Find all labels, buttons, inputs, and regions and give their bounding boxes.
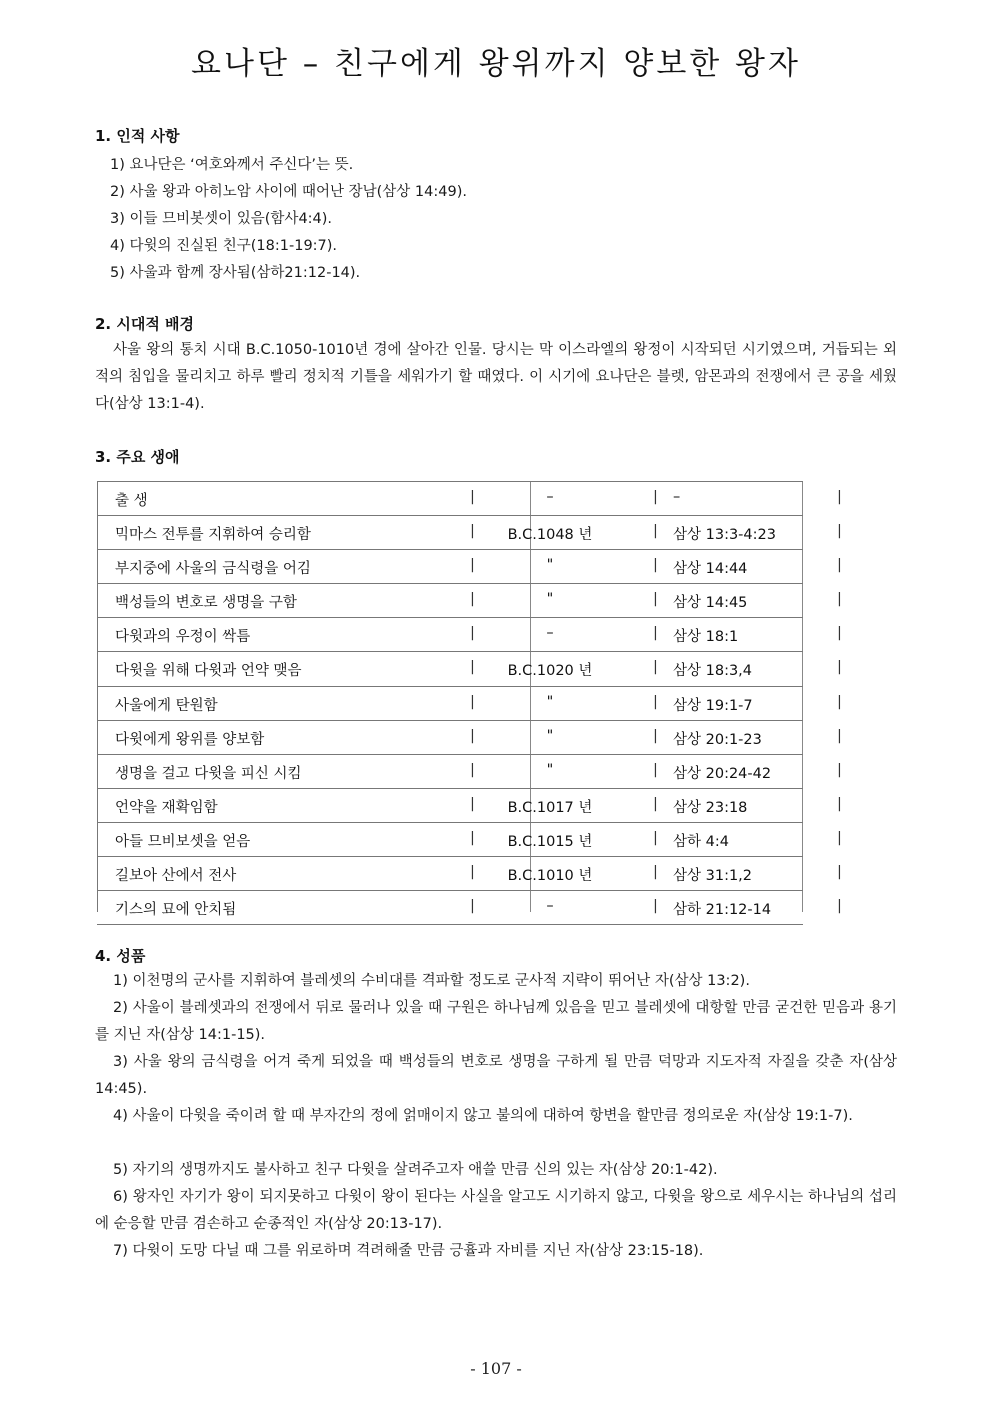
table-cell-event: 다윗을 위해 다윗과 언약 맺음 (115, 663, 302, 680)
table-cell-event: 기스의 묘에 안치됨 (115, 902, 237, 919)
section4-item: 1) 이천명의 군사를 지휘하여 블레셋의 수비대를 격파할 정도로 군사적 지략이 뛰어난 자(삼상 13:2). (113, 973, 750, 989)
section4-heading: 4. 성품 (95, 947, 146, 965)
table-separator: | (470, 829, 475, 846)
table-separator: | (470, 625, 475, 642)
table-separator: | (470, 591, 475, 608)
table-row (97, 617, 842, 651)
table-separator: | (837, 625, 842, 642)
table-separator: | (837, 659, 842, 676)
section4-item: 6) 왕자인 자기가 왕이 되지못하고 다윗이 왕이 된다는 사실을 알고도 시기하지 않고, 다윗을 왕으로 세우시는 하나님의 섭리에 순응할 만큼 겸손하고 순종적인 자(삼상 20:13-17). (95, 1189, 897, 1232)
table-separator: | (653, 693, 658, 710)
table-separator: | (470, 489, 475, 505)
table-cell-event: 부지중에 사울의 금식령을 어김 (115, 561, 311, 578)
table-separator: | (470, 557, 475, 574)
table-cell-year: " (546, 727, 554, 744)
table-cell-year: B.C.1048 년 (507, 527, 593, 544)
table-separator: | (653, 591, 658, 608)
page-title: 요나단 – 친구에게 왕위까지 양보한 왕자 (191, 46, 801, 82)
table-cell-year: " (546, 591, 554, 608)
table-separator: | (653, 489, 658, 505)
table-separator: | (653, 557, 658, 574)
section1-item: 4) 다윗의 진실된 친구(18:1-19:7). (110, 238, 338, 254)
table-cell-reference: 삼하 4:4 (673, 833, 729, 850)
section4-item: 2) 사울이 블레셋과의 전쟁에서 뒤로 물러나 있을 때 구원은 하나님께 있음을 믿고 블레셋에 대항할 만큼 굳건한 믿음과 용기를 지닌 자(삼상 14:1-15). (95, 1000, 897, 1043)
table-cell-reference: 삼상 18:3,4 (673, 663, 753, 680)
table-separator: | (653, 864, 658, 881)
table-separator: | (653, 523, 658, 540)
table-cell-reference: 삼상 20:24-42 (673, 765, 772, 782)
table-row (97, 890, 842, 925)
table-row (97, 822, 842, 856)
table-cell-reference: 삼상 23:18 (673, 799, 748, 816)
table-separator: | (837, 693, 842, 710)
section2-paragraph (95, 337, 897, 418)
table-cell-event: 생명을 걸고 다윗을 피신 시킴 (115, 765, 302, 782)
table-cell-reference: 삼상 14:45 (673, 595, 748, 612)
table-separator: | (653, 727, 658, 744)
table-separator: | (653, 625, 658, 642)
table-separator: | (837, 795, 842, 812)
table-separator: | (837, 591, 842, 608)
section3-heading: 3. 주요 생애 (95, 448, 180, 466)
table-cell-year: " (546, 761, 554, 778)
section2-text: 사울 왕의 통치 시대 B.C.1050-1010년 경에 살아간 인물. 당시는 막 이스라엘의 왕정이 시작되던 시기였으며, 거듭되는 외적의 침입을 물리치고 하루 빨리 정치적 기틀을 세워가기 할 때였다. 이 시기에 요나단은 블렛, 암몬과의 전쟁에서 큰 공을 세웠다(삼상 13:1-4). (95, 342, 897, 412)
table-row (97, 481, 842, 515)
table-separator: | (470, 523, 475, 540)
table-separator: | (470, 898, 475, 915)
table-cell-year: B.C.1010 년 (507, 868, 593, 885)
table-cell-reference: 삼하 21:12-14 (673, 902, 772, 919)
table-cell-event: 아들 므비보셋을 얻음 (115, 833, 251, 850)
table-cell-event: 사울에게 탄원함 (115, 697, 218, 714)
section1-item: 2) 사울 왕과 아히노암 사이에 때어난 장남(삼상 14:49). (110, 184, 467, 200)
section1-item: 3) 이들 므비봇셋이 있음(함사4:4). (110, 211, 333, 227)
section2-heading: 2. 시대적 배경 (95, 315, 195, 333)
table-separator: | (470, 761, 475, 778)
table-separator: | (470, 795, 475, 812)
table-separator: | (470, 693, 475, 710)
section1-item: 1) 요나단은 ‘여호와께서 주신다’는 뜻. (110, 157, 354, 173)
table-row (97, 686, 842, 720)
table-row (97, 754, 842, 788)
table-cell-year: " (546, 693, 554, 710)
table-cell-year: – (546, 625, 554, 642)
table-cell-event: 길보아 산에서 전사 (115, 868, 237, 885)
table-separator: | (470, 727, 475, 744)
table-cell-reference: 삼상 14:44 (673, 561, 748, 578)
table-cell-year: B.C.1020 년 (507, 663, 593, 680)
table-separator: | (653, 795, 658, 812)
table-separator: | (837, 761, 842, 778)
table-cell-reference: – (673, 489, 681, 505)
table-cell-reference: 삼상 19:1-7 (673, 697, 753, 714)
life-table (97, 481, 842, 925)
table-cell-year: – (546, 898, 554, 915)
table-cell-reference: 삼상 18:1 (673, 629, 739, 646)
section1-item: 5) 사울과 함께 장사됨(삼하21:12-14). (110, 265, 361, 281)
section1-heading: 1. 인적 사항 (95, 127, 180, 145)
table-separator: | (837, 864, 842, 881)
table-separator: | (837, 898, 842, 915)
table-separator: | (837, 489, 842, 505)
section4-item: 7) 다윗이 도망 다닐 때 그를 위로하며 격려해줄 만큼 긍휼과 자비를 지닌 자(삼상 23:15-18). (113, 1243, 704, 1259)
table-separator: | (837, 727, 842, 744)
table-cell-event: 출 생 (115, 493, 148, 509)
table-cell-event: 믹마스 전투를 지휘하여 승리함 (115, 527, 311, 544)
section4-item: 4) 사울이 다윗을 죽이려 할 때 부자간의 정에 얽매이지 않고 불의에 대하여 항변을 할만큼 정의로운 자(삼상 19:1-7). (113, 1108, 853, 1124)
table-cell-year: – (546, 489, 554, 505)
table-cell-reference: 삼상 20:1-23 (673, 731, 762, 748)
table-row (97, 583, 842, 617)
table-cell-event: 백성들의 변호로 생명을 구함 (115, 595, 297, 612)
table-cell-event: 언약을 재확임함 (115, 799, 218, 816)
table-cell-reference: 삼상 31:1,2 (673, 868, 753, 885)
table-cell-reference: 삼상 13:3-4:23 (673, 527, 776, 544)
page-number: - 107 - (470, 1359, 522, 1378)
table-separator: | (470, 864, 475, 881)
table-row (97, 788, 842, 822)
table-row (97, 651, 842, 685)
table-separator: | (837, 829, 842, 846)
table-cell-year: " (546, 557, 554, 574)
table-cell-year: B.C.1015 년 (507, 833, 593, 850)
table-separator: | (653, 659, 658, 676)
table-separator: | (653, 898, 658, 915)
table-separator: | (470, 659, 475, 676)
section4-item: 3) 사울 왕의 금식령을 어겨 죽게 되었을 때 백성들의 변호로 생명을 구하게 될 만큼 덕망과 지도자적 자질을 갖춘 자(삼상 14:45). (95, 1054, 897, 1097)
section4-item: 5) 자기의 생명까지도 불사하고 친구 다윗을 살려주고자 애쓸 만큼 신의 있는 자(삼상 20:1-42). (113, 1162, 718, 1178)
table-row (97, 549, 842, 583)
table-row (97, 515, 842, 549)
table-row (97, 856, 842, 890)
table-separator: | (837, 557, 842, 574)
table-separator: | (653, 761, 658, 778)
table-separator: | (837, 523, 842, 540)
table-cell-event: 다윗에게 왕위를 양보함 (115, 731, 265, 748)
table-cell-event: 다윗과의 우정이 싹틈 (115, 629, 251, 646)
table-cell-year: B.C.1017 년 (507, 799, 593, 816)
table-separator: | (653, 829, 658, 846)
table-row (97, 720, 842, 754)
